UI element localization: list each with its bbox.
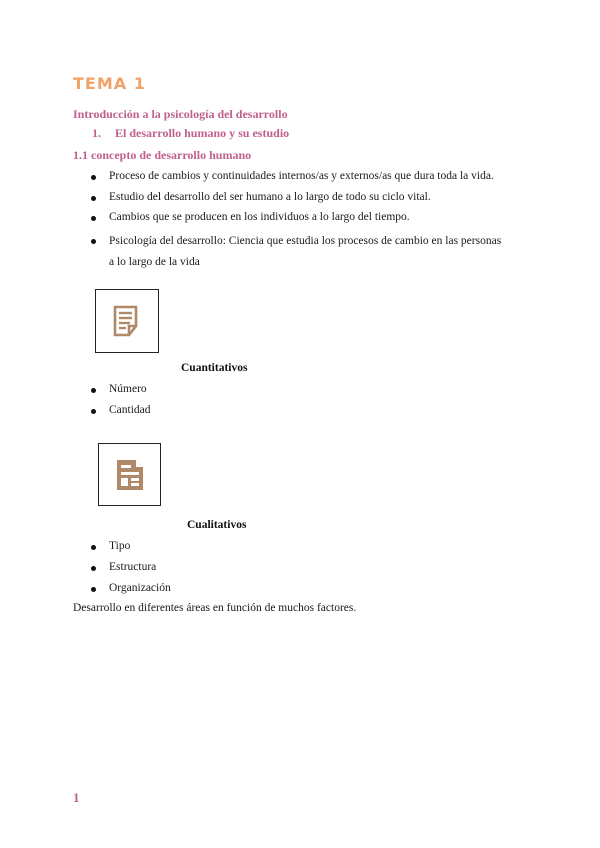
numbered-item-text: El desarrollo humano y su estudio xyxy=(115,126,290,140)
quantitative-list xyxy=(91,382,151,424)
bullet-icon xyxy=(91,175,96,180)
list-item: Estudio del desarrollo del ser humano a lo largo de todo su ciclo vital. xyxy=(91,190,501,210)
document-icon xyxy=(110,304,144,338)
section-heading: 1.1 concepto de desarrollo humano xyxy=(73,148,252,162)
intro-heading: Introducción a la psicología del desarrollo xyxy=(73,107,288,121)
bullet-icon xyxy=(91,409,96,414)
page-number: 1 xyxy=(73,790,80,805)
qualitative-icon-box xyxy=(98,443,161,506)
qualitative-list xyxy=(91,539,171,602)
bullet-icon xyxy=(91,587,96,592)
list-item: Número xyxy=(91,382,151,403)
concept-list xyxy=(91,169,501,273)
list-item: Cantidad xyxy=(91,403,151,424)
list-item: Estructura xyxy=(91,560,171,581)
bullet-icon xyxy=(91,239,96,244)
list-item: Cambios que se producen en los individuos a lo largo del tiempo. xyxy=(91,210,501,231)
quantitative-icon-box xyxy=(95,289,159,353)
list-item: Organización xyxy=(91,581,171,602)
list-item: Proceso de cambios y continuidades internos/as y externos/as que dura toda la vida. xyxy=(91,169,501,190)
bullet-icon xyxy=(91,196,96,201)
bullet-icon xyxy=(91,388,96,393)
bullet-icon xyxy=(91,216,96,221)
bullet-icon xyxy=(91,545,96,550)
closing-paragraph: Desarrollo en diferentes áreas en función de muchos factores. xyxy=(73,602,357,614)
bullet-icon xyxy=(91,566,96,571)
numbered-item-number: 1. xyxy=(92,126,101,140)
quantitative-label: Cuantitativos xyxy=(181,362,248,374)
form-document-icon xyxy=(113,458,147,492)
numbered-item xyxy=(92,126,289,141)
page-title: TEMA 1 xyxy=(73,74,146,93)
list-item: Tipo xyxy=(91,539,171,560)
list-item: Psicología del desarrollo: Ciencia que estudia los procesos de cambio en las personas a lo largo de la vida xyxy=(91,231,501,273)
qualitative-label: Cualitativos xyxy=(187,519,247,531)
